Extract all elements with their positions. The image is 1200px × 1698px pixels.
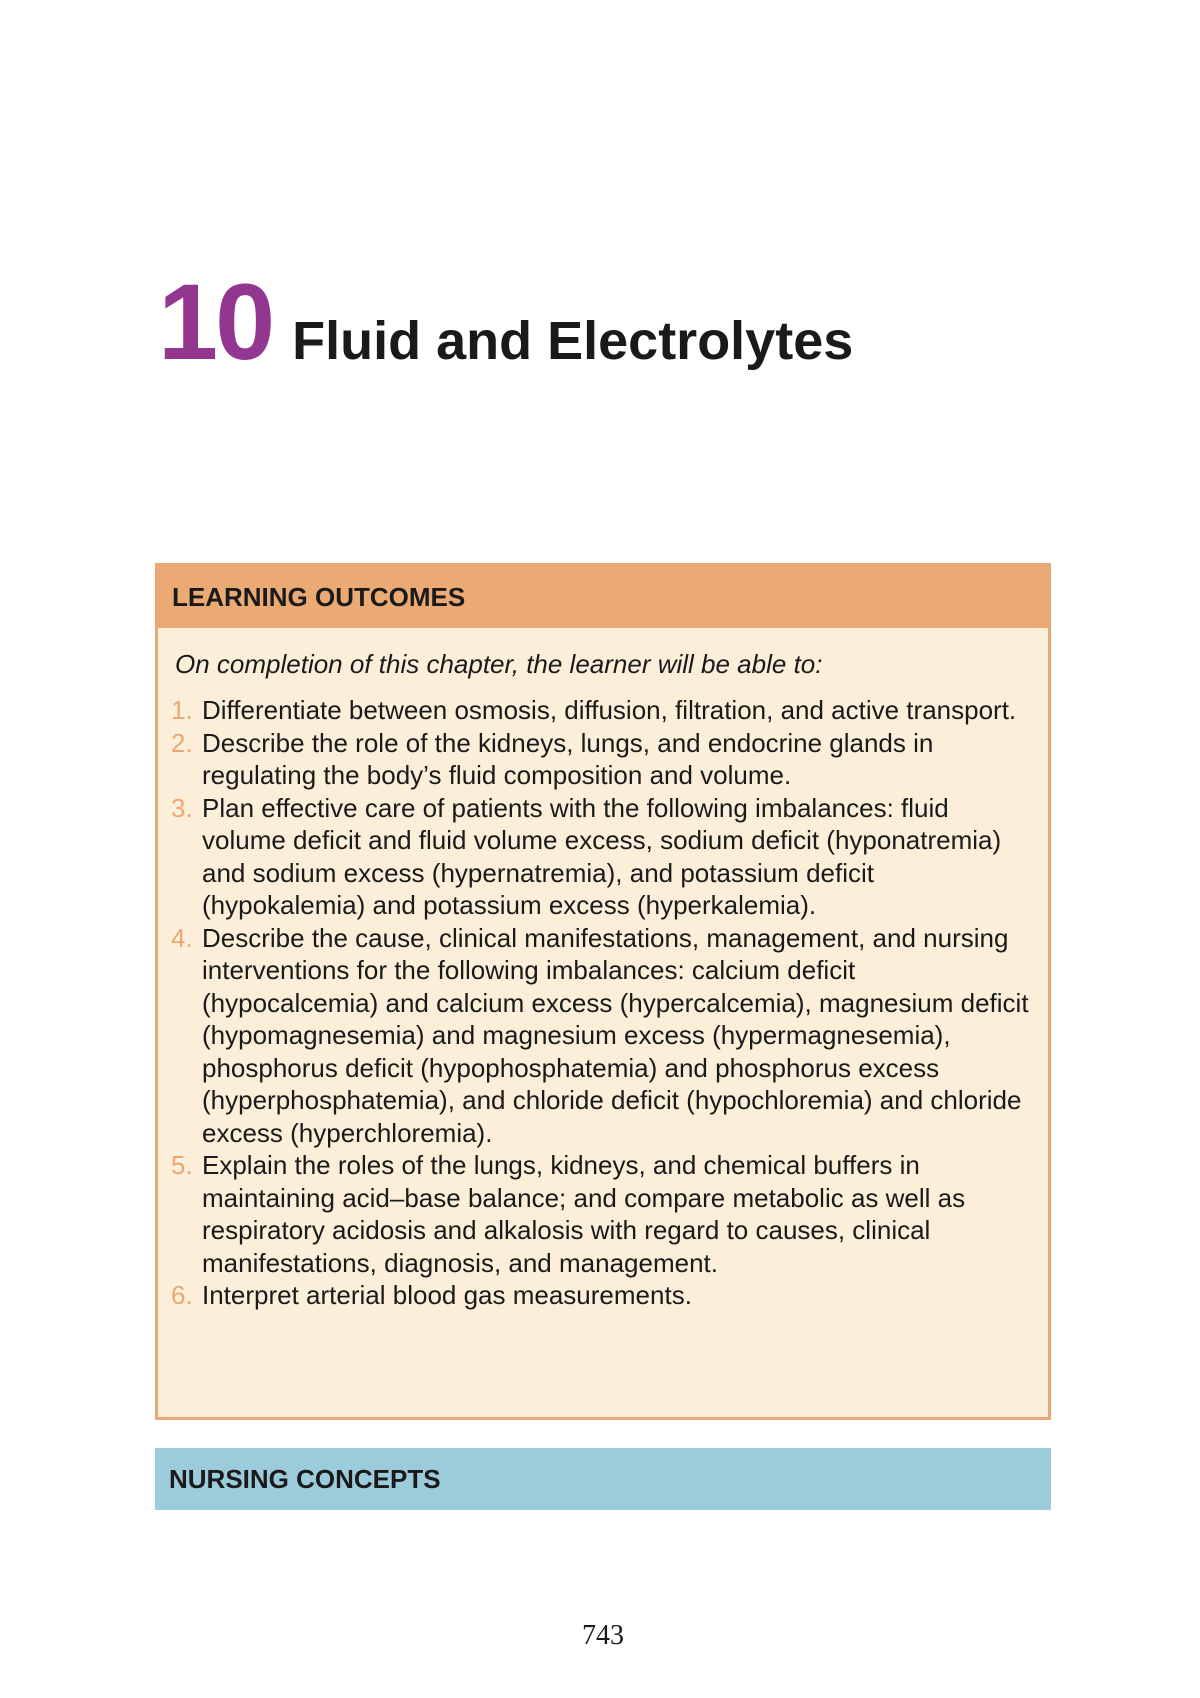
outcome-text: Interpret arterial blood gas measurements. bbox=[202, 1280, 692, 1310]
outcome-number: 3. bbox=[171, 792, 193, 823]
outcome-text: Plan effective care of patients with the following imbalances: fluid volume deficit and fluid volume excess, sodium deficit (hyponatremia) and sodium excess (hypernatremia), and potassium deficit (hypokalemia) and potassium excess (hyperkalemia). bbox=[202, 792, 1002, 920]
learning-outcomes-box bbox=[155, 563, 1051, 1420]
page-number: 743 bbox=[582, 1620, 624, 1651]
chapter-title: Fluid and Electrolytes bbox=[292, 311, 854, 371]
chapter-heading bbox=[158, 261, 854, 382]
outcome-text: Describe the cause, clinical manifestations, management, and nursing interventions for the following imbalances: calcium deficit (hypocalcemia) and calcium excess (hypercalcemia), magnesium deficit (hypomagnesemia) and magnesium excess (hypermagnesemia), phosphorus deficit (hypophosphatemia) and phosphorus excess (hyperphosphatemia), and chloride deficit (hypochloremia) and chloride excess (hyperchloremia). bbox=[202, 922, 1029, 1148]
outcome-item bbox=[171, 922, 1030, 1150]
learning-outcomes-intro: On completion of this chapter, the learner will be able to: bbox=[175, 649, 823, 679]
outcome-item bbox=[171, 792, 1030, 922]
outcome-item bbox=[171, 1279, 1030, 1312]
outcome-text: Explain the roles of the lungs, kidneys, and chemical buffers in maintaining acid–base balance; and compare metabolic as well as respiratory acidosis and alkalosis with regard to causes, clinical manifestations, diagnosis, and management. bbox=[202, 1150, 966, 1278]
outcome-number: 6. bbox=[171, 1280, 193, 1310]
outcome-number: 1. bbox=[171, 695, 193, 725]
outcome-text: Describe the role of the kidneys, lungs, and endocrine glands in regulating the body’s fluid composition and volume. bbox=[202, 727, 934, 790]
outcome-item bbox=[171, 727, 1030, 792]
outcome-item bbox=[171, 694, 1030, 727]
learning-outcomes-heading: LEARNING OUTCOMES bbox=[158, 566, 1048, 628]
outcome-number: 4. bbox=[171, 922, 193, 953]
outcome-number: 5. bbox=[171, 1150, 193, 1180]
learning-outcomes-list bbox=[158, 694, 1048, 1312]
chapter-number: 10 bbox=[158, 261, 273, 382]
outcome-text: Differentiate between osmosis, diffusion, filtration, and active transport. bbox=[202, 695, 1017, 725]
outcome-number: 2. bbox=[171, 727, 193, 758]
outcome-item bbox=[171, 1149, 1030, 1279]
nursing-concepts-heading: NURSING CONCEPTS bbox=[155, 1448, 1051, 1510]
